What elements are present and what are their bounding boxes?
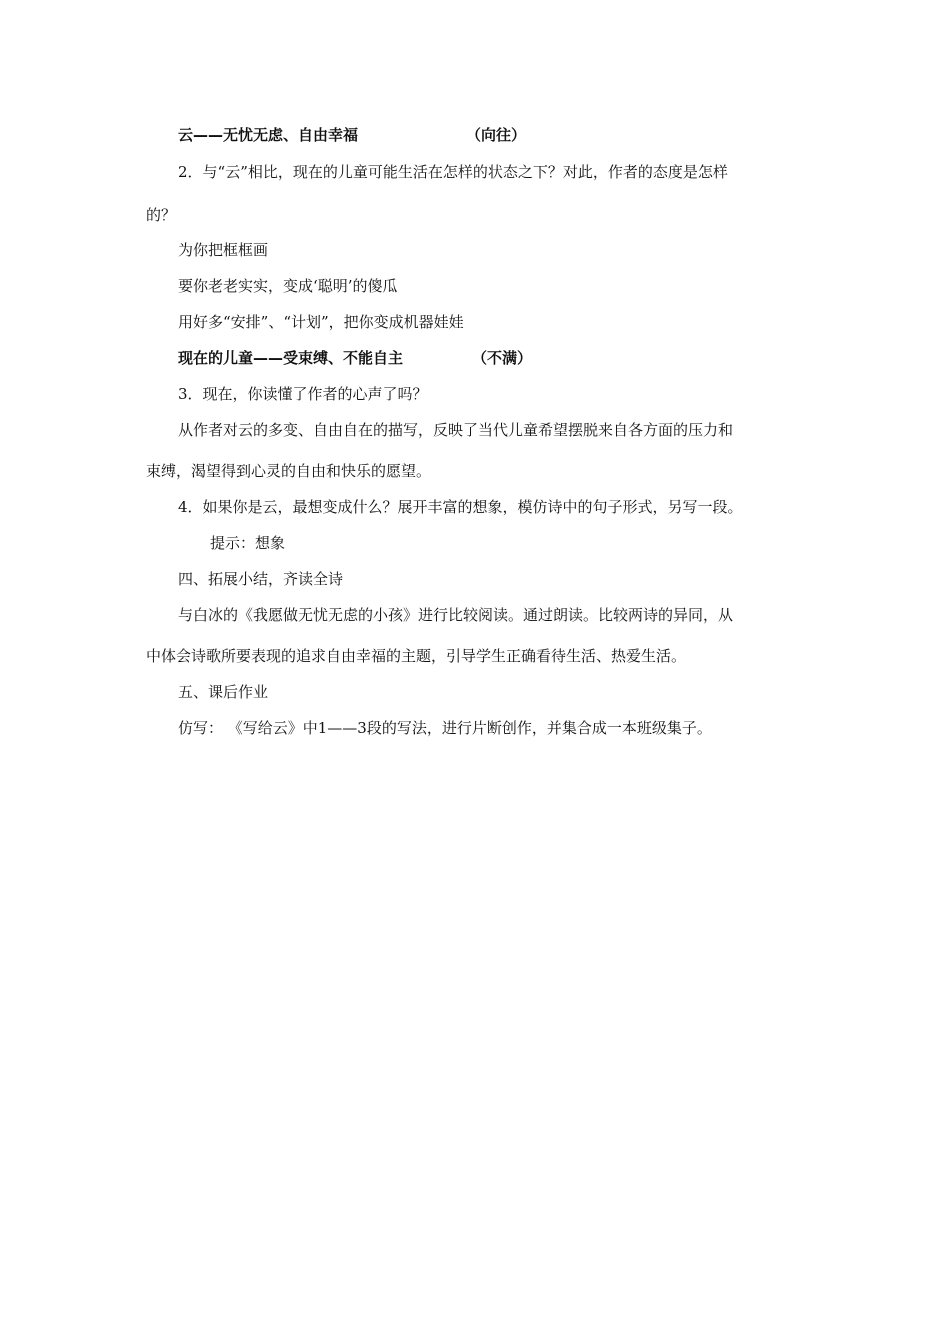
answer-3-line-2: 束缚，渴望得到心灵的自由和快乐的愿望。 [146,462,432,480]
question-2-line-1: 2．与“云”相比，现在的儿童可能生活在怎样的状态之下？对此，作者的态度是怎样 [178,163,728,181]
section-4-heading: 四、拓展小结，齐读全诗 [178,570,344,588]
section-5-heading: 五、课后作业 [178,683,269,701]
section-4-body-line-1: 与白冰的《我愿做无忧无虑的小孩》进行比较阅读。通过朗读。比较两诗的异同，从 [178,606,734,624]
question-2-line-2: 的？ [146,206,177,224]
summary-children-attitude: （不满） [472,349,533,367]
quote-line-1: 为你把框框画 [178,241,269,259]
summary-cloud-text: 云——无忧无虑、自由幸福 [178,126,359,144]
hint-4: 提示：想象 [210,534,286,552]
section-4-body-line-2: 中体会诗歌所要表现的追求自由幸福的主题，引导学生正确看待生活、热爱生活。 [146,647,687,665]
summary-cloud-attitude: （向往） [466,126,527,144]
summary-children [178,348,533,368]
summary-children-text: 现在的儿童——受束缚、不能自主 [178,349,404,367]
quote-line-2: 要你老老实实，变成‘聪明’的傻瓜 [178,277,398,295]
answer-3-line-1: 从作者对云的多变、自由自在的描写，反映了当代儿童希望摆脱来自各方面的压力和 [178,421,734,439]
summary-cloud [178,125,527,145]
homework: 仿写： 《写给云》中1——3段的写法，进行片断创作，并集合成一本班级集子。 [178,719,712,737]
quote-line-3: 用好多“安排”、“计划”，把你变成机器娃娃 [178,313,464,331]
question-3: 3．现在，你读懂了作者的心声了吗？ [178,385,428,403]
question-4: 4．如果你是云，最想变成什么？展开丰富的想象，模仿诗中的句子形式，另写一段。 [178,498,743,516]
